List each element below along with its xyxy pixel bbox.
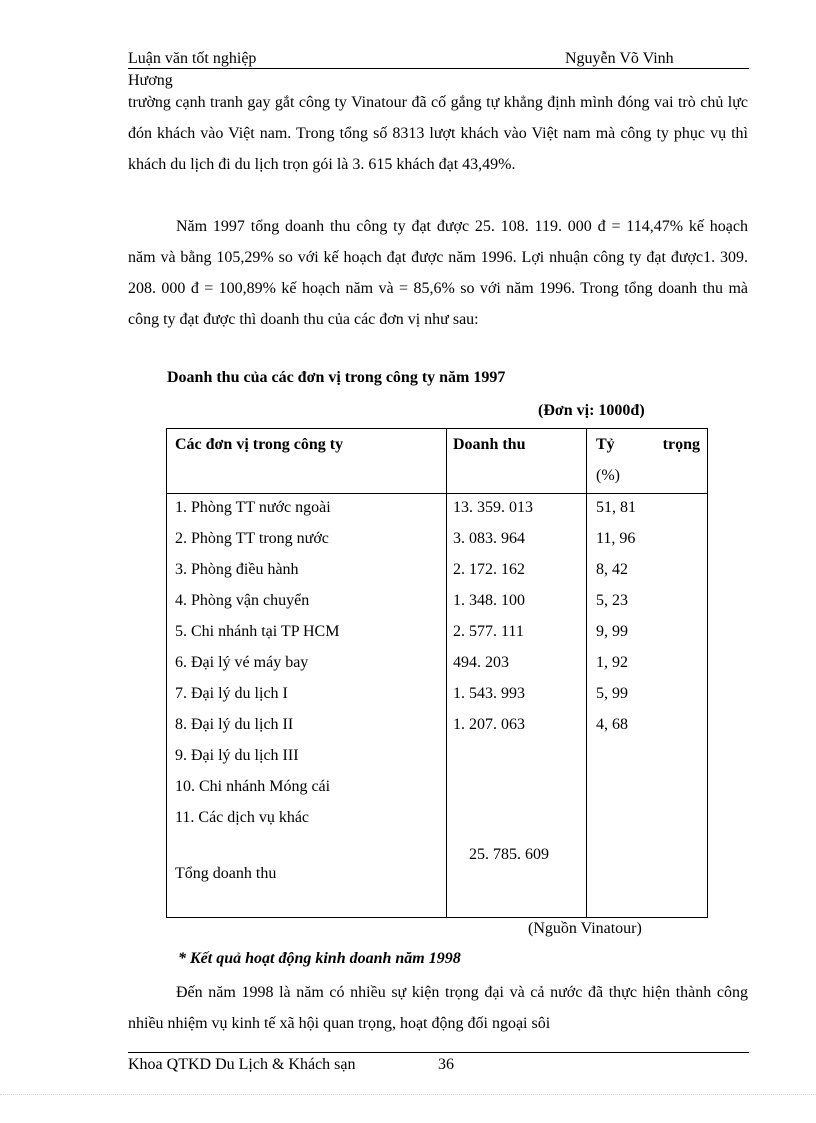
- table-row: [167, 709, 707, 740]
- table-row: [167, 554, 707, 585]
- cell-unit: 6. Đại lý vé máy bay: [175, 654, 309, 671]
- cell-revenue: 2. 577. 111: [453, 623, 524, 640]
- table-unit: (Đơn vị: 1000đ): [538, 402, 645, 419]
- cell-share: 5, 23: [596, 592, 628, 609]
- cell-share: 11, 96: [596, 530, 636, 547]
- table-row: [167, 802, 707, 833]
- cell-unit: 10. Chi nhánh Móng cái: [175, 778, 331, 795]
- section-heading: * Kết quả hoạt động kinh doanh năm 1998: [178, 950, 461, 967]
- header-author: Nguyễn Võ Vinh: [565, 50, 674, 67]
- cell-share: 1, 92: [596, 654, 628, 671]
- footer-rule: [128, 1052, 749, 1053]
- footer-faculty: Khoa QTKD Du Lịch & Khách sạn: [128, 1056, 356, 1073]
- table-body: [167, 492, 707, 833]
- header-author-continued: Hương: [128, 72, 173, 89]
- cell-revenue: 494. 203: [453, 654, 509, 671]
- column-header-revenue: Doanh thu: [453, 436, 526, 453]
- total-revenue-value: 25. 785. 609: [469, 846, 549, 863]
- page-edge-divider: [0, 1094, 816, 1095]
- cell-revenue: 1. 348. 100: [453, 592, 525, 609]
- cell-revenue: 1. 207. 063: [453, 716, 525, 733]
- cell-share: 5, 99: [596, 685, 628, 702]
- cell-unit: 4. Phòng vận chuyển: [175, 592, 310, 609]
- cell-unit: 5. Chi nhánh tại TP HCM: [175, 623, 340, 640]
- cell-revenue: 2. 172. 162: [453, 561, 525, 578]
- header-title: Luận văn tốt nghiệp: [128, 50, 257, 67]
- column-header-share-right: trọng: [662, 436, 700, 453]
- cell-unit: 8. Đại lý du lịch II: [175, 716, 294, 733]
- cell-unit: 9. Đại lý du lịch III: [175, 747, 299, 764]
- cell-unit: 2. Phòng TT trong nước: [175, 530, 329, 547]
- table-row: [167, 647, 707, 678]
- column-header-share-unit: (%): [596, 467, 620, 484]
- table-row: [167, 678, 707, 709]
- table-row: [167, 771, 707, 802]
- body-paragraph-2: Năm 1997 tổng doanh thu công ty đạt được 25. 108. 119. 000 đ = 114,47% kế hoạch năm và bằng 105,29% so với kế hoạch đạt được năm 1996. Lợi nhuận công ty đạt được1. 309. 208. 000 đ = 100,89% kế hoạch năm và = 85,6% so với năm 1996. Trong tổng doanh thu mà công ty đạt được thì doanh thu của các đơn vị như sau:: [128, 218, 748, 328]
- table-row: [167, 616, 707, 647]
- cell-unit: 11. Các dịch vụ khác: [175, 809, 310, 826]
- table-title: Doanh thu của các đơn vị trong công ty năm 1997: [167, 369, 506, 386]
- header-rule: [128, 68, 749, 69]
- table-source: (Nguồn Vinatour): [528, 920, 642, 937]
- page-number: 36: [438, 1056, 454, 1073]
- body-paragraph-1: trường cạnh tranh gay gắt công ty Vinatour đã cố gắng tự khẳng định mình đóng vai trò chủ lực đón khách vào Việt nam. Trong tổng số 8313 lượt khách vào Việt nam mà công ty phục vụ thì khách du lịch đi du lịch trọn gói là 3. 615 khách đạt 43,49%.: [128, 94, 748, 173]
- cell-unit: 3. Phòng điều hành: [175, 561, 299, 578]
- table-row: [167, 585, 707, 616]
- cell-share: 51, 81: [596, 499, 636, 516]
- table-row: [167, 492, 707, 523]
- cell-revenue: 3. 083. 964: [453, 530, 525, 547]
- cell-share: 9, 99: [596, 623, 628, 640]
- cell-unit: 7. Đại lý du lịch I: [175, 685, 288, 702]
- table-row: [167, 523, 707, 554]
- total-revenue-label: Tổng doanh thu: [175, 865, 277, 882]
- revenue-table: [166, 428, 708, 918]
- column-header-share-left: Tỷ: [596, 436, 615, 453]
- column-header-unit: Các đơn vị trong công ty: [175, 436, 344, 453]
- body-paragraph-3: Đến năm 1998 là năm có nhiều sự kiện trọng đại và cả nước đã thực hiện thành công nhiều nhiệm vụ kinh tế xã hội quan trọng, hoạt động đối ngoại sôi: [128, 984, 748, 1032]
- cell-share: 8, 42: [596, 561, 628, 578]
- cell-revenue: 1. 543. 993: [453, 685, 525, 702]
- cell-revenue: 13. 359. 013: [453, 499, 533, 516]
- table-row: [167, 740, 707, 771]
- cell-unit: 1. Phòng TT nước ngoài: [175, 499, 331, 516]
- cell-share: 4, 68: [596, 716, 628, 733]
